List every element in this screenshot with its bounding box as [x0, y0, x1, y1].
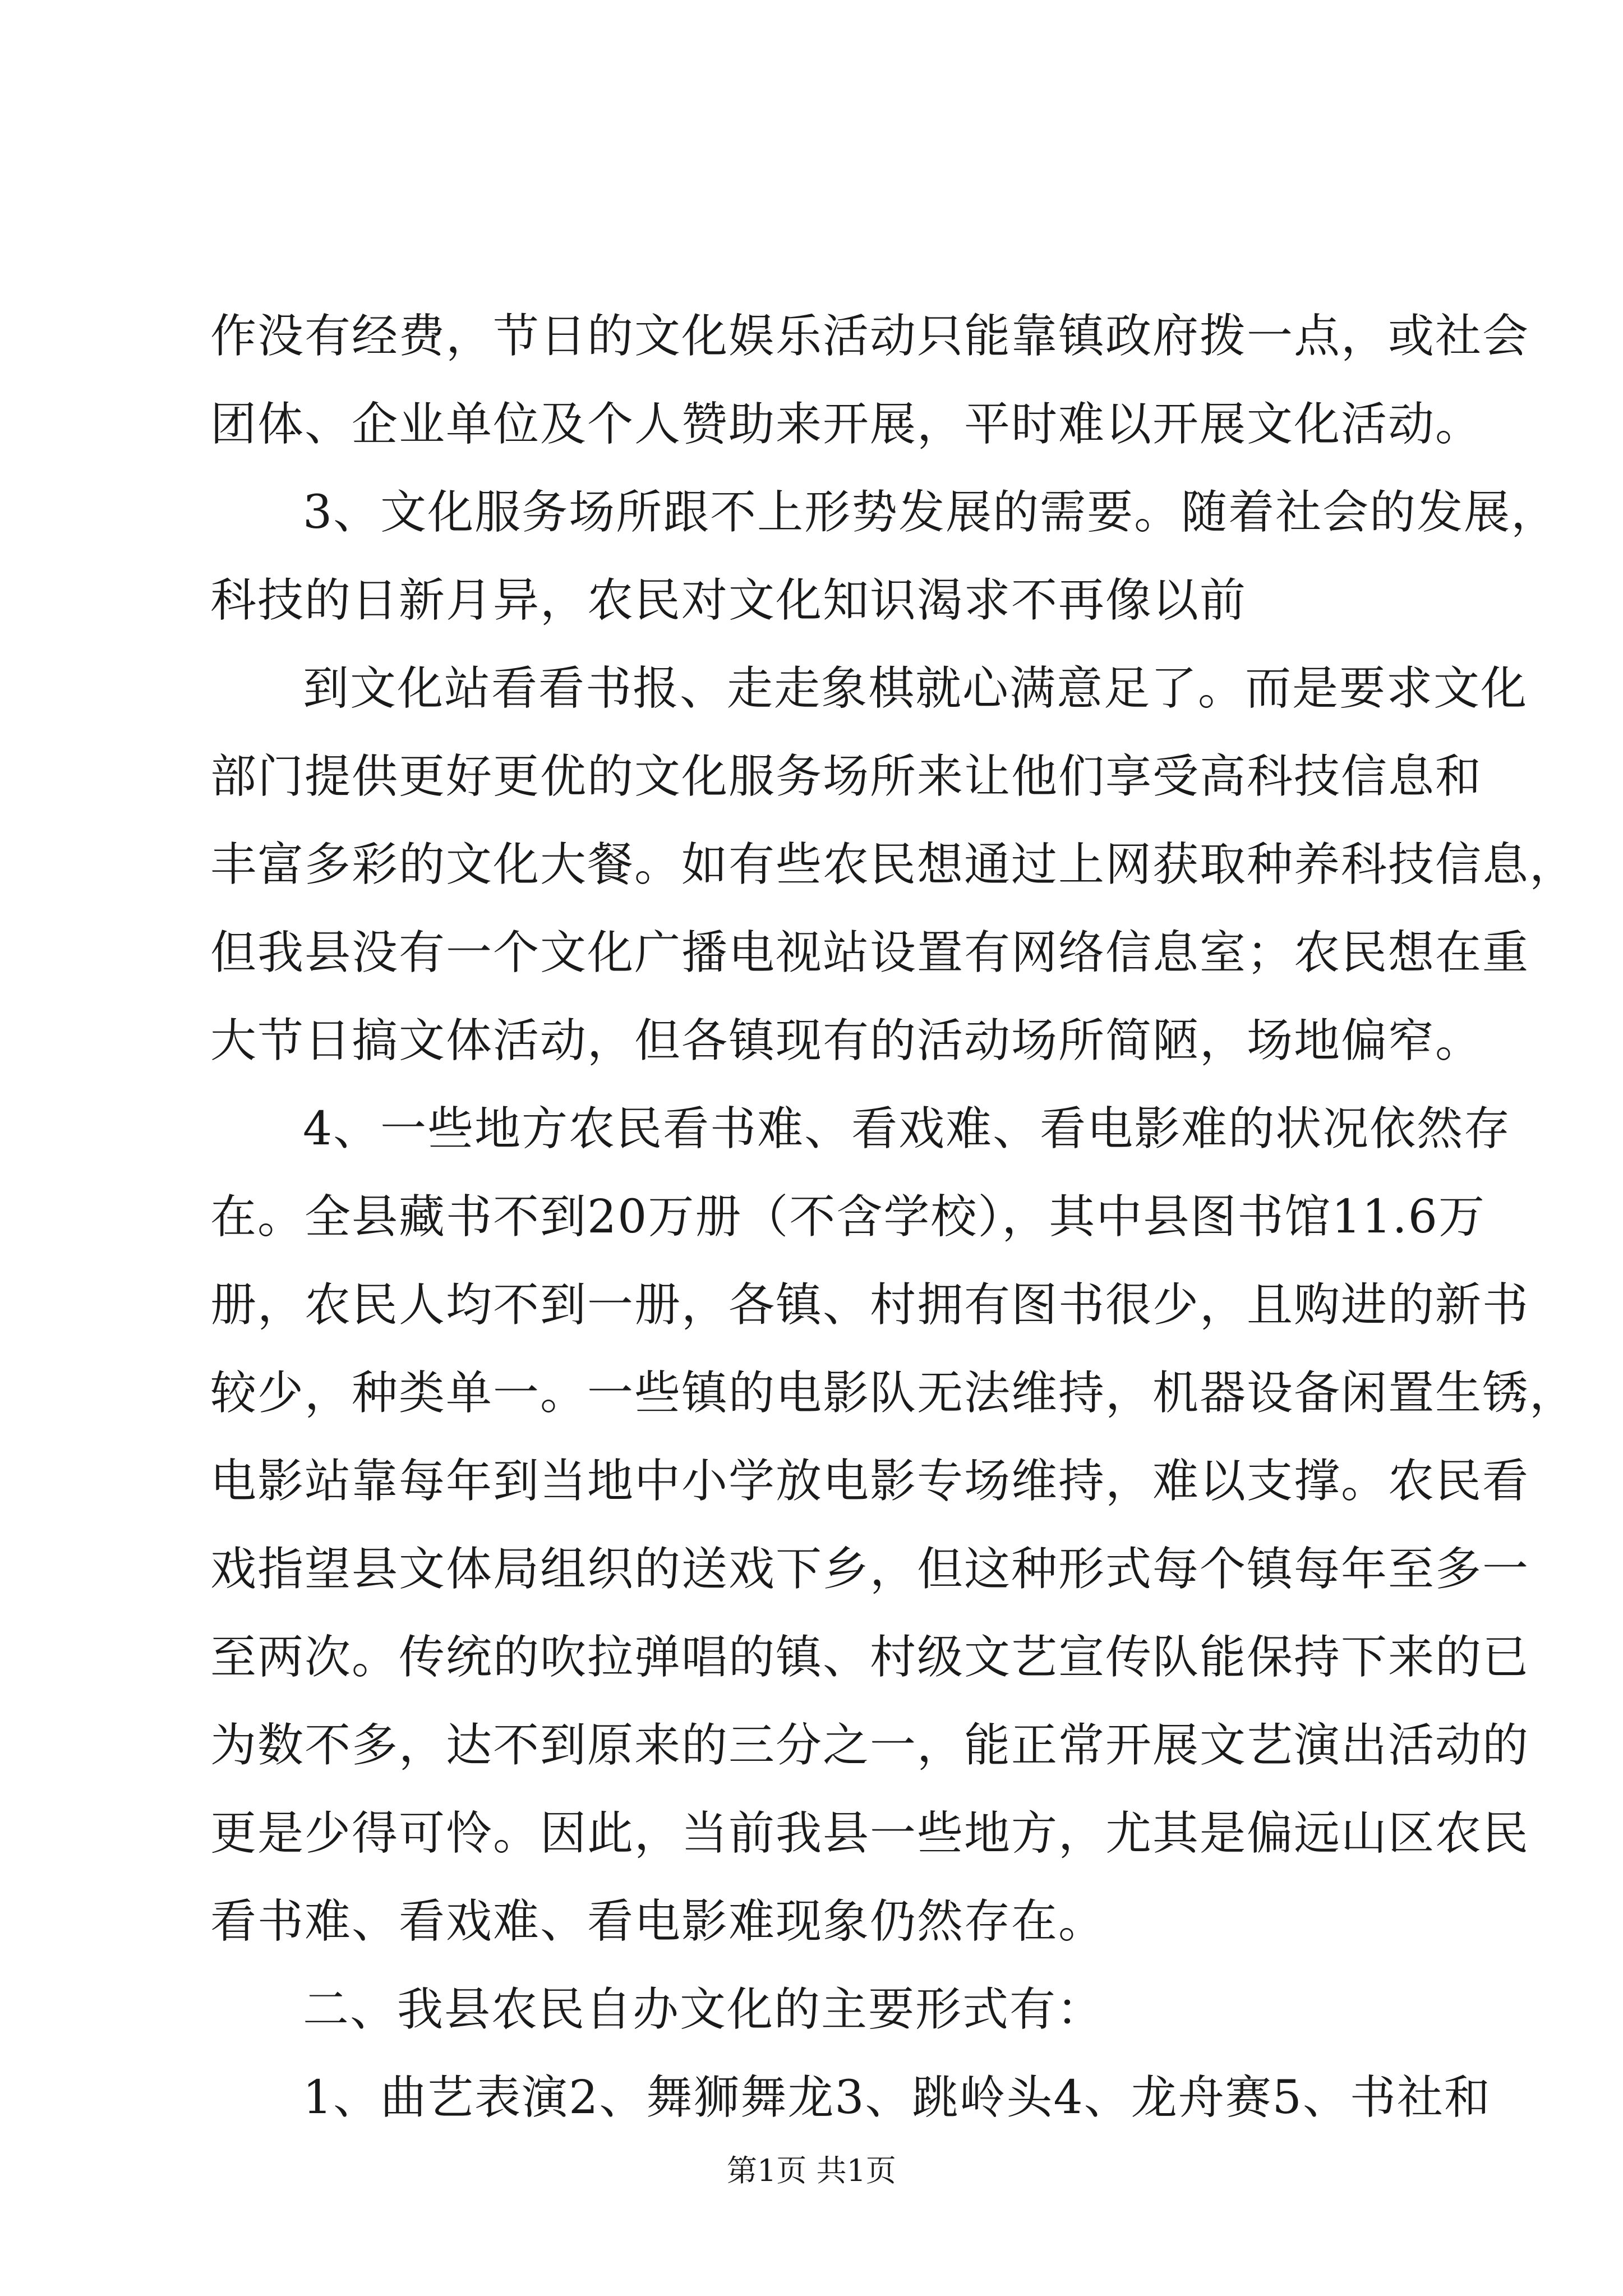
- paragraph-line: 到文化站看看书报、走走象棋就心满意足了。而是要求文化: [303, 662, 1528, 715]
- paragraph-line: 为数不多，达不到原来的三分之一，能正常开展文艺演出活动的: [210, 1719, 1530, 1772]
- paragraph-line: 作没有经费，节日的文化娱乐活动只能靠镇政府拨一点，或社会: [210, 310, 1530, 363]
- paragraph-line: 在。全县藏书不到20万册（不含学校），其中县图书馆11.6万: [210, 1190, 1486, 1244]
- paragraph-line: 4、一些地方农民看书难、看戏难、看电影难的状况依然存: [303, 1102, 1511, 1156]
- paragraph-line: 至两次。传统的吹拉弹唱的镇、村级文艺宣传队能保持下来的已: [210, 1631, 1530, 1684]
- paragraph-line: 较少，种类单一。一些镇的电影队无法维持，机器设备闲置生锈，: [210, 1366, 1577, 1420]
- paragraph-line: 丰富多彩的文化大餐。如有些农民想通过上网获取种养科技信息，: [210, 838, 1577, 891]
- page-footer: 第1页 共1页: [727, 2153, 896, 2188]
- section-heading: 二、我县农民自办文化的主要形式有：: [303, 1983, 1104, 2036]
- paragraph-line: 3、文化服务场所跟不上形势发展的需要。随着社会的发展，: [303, 486, 1559, 539]
- paragraph-line: 团体、企业单位及个人赞助来开展，平时难以开展文化活动。: [210, 398, 1483, 451]
- paragraph-line: 部门提供更好更优的文化服务场所来让他们享受高科技信息和: [210, 750, 1483, 803]
- paragraph-line: 看书难、看戏难、看电影难现象仍然存在。: [210, 1895, 1106, 1948]
- paragraph-line: 册，农民人均不到一册，各镇、村拥有图书很少，且购进的新书: [210, 1278, 1530, 1332]
- paragraph-line: 戏指望县文体局组织的送戏下乡，但这种形式每个镇每年至多一: [210, 1543, 1530, 1596]
- paragraph-line: 但我县没有一个文化广播电视站设置有网络信息室；农民想在重: [210, 926, 1530, 979]
- paragraph-line: 大节日搞文体活动，但各镇现有的活动场所简陋，场地偏窄。: [210, 1014, 1483, 1068]
- paragraph-line: 电影站靠每年到当地中小学放电影专场维持，难以支撑。农民看: [210, 1455, 1530, 1508]
- paragraph-line: 科技的日新月异，农民对文化知识渴求不再像以前: [210, 574, 1247, 627]
- paragraph-line: 更是少得可怜。因此，当前我县一些地方，尤其是偏远山区农民: [210, 1807, 1530, 1860]
- paragraph-line: 1、曲艺表演2、舞狮舞龙3、跳岭头4、龙舟赛5、书社和: [303, 2071, 1491, 2124]
